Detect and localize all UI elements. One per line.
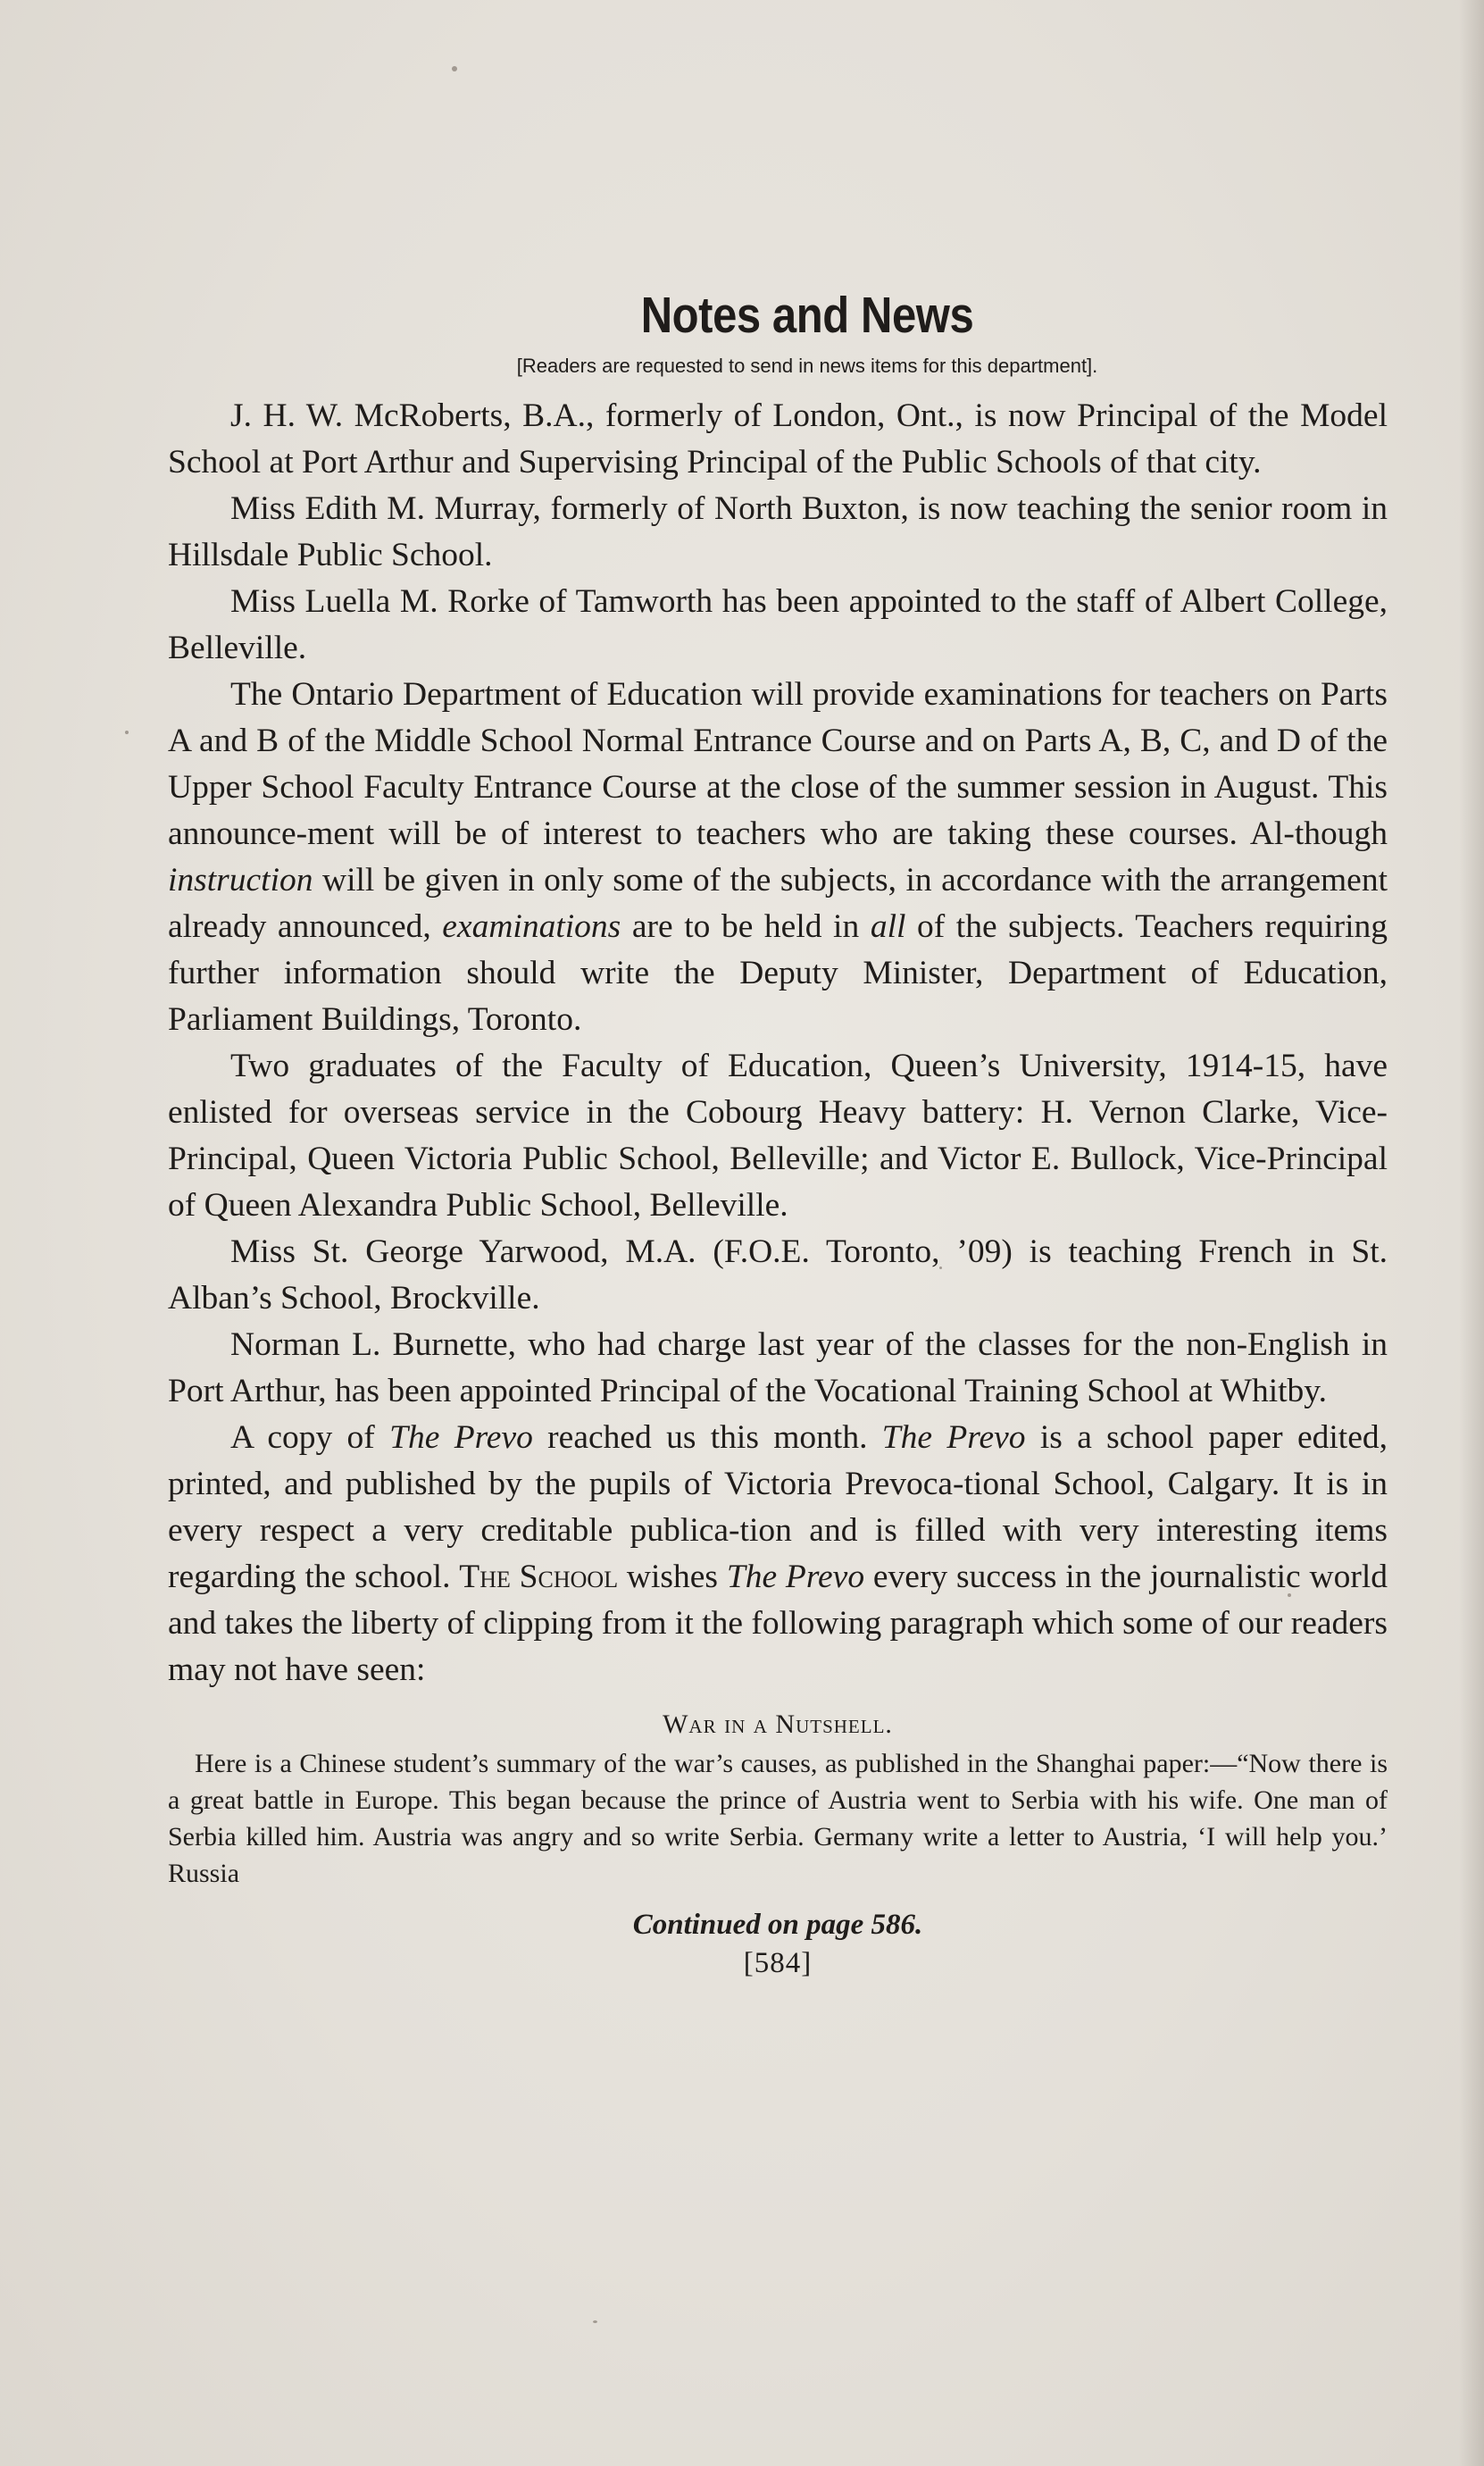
- emphasis: The Prevo: [726, 1559, 865, 1595]
- text-run: is a school paper edited, printed, and published by the pupils of Victoria Prevoca-tional School, Calgary. It is in every respect a very creditable publica-tion and is filled with very interesting items regarding the school.: [168, 1419, 1388, 1595]
- news-item: Miss St. George Yarwood, M.A. (F.O.E. Toronto, ’09) is teaching French in St. Alban’s School, Brockville.: [168, 1233, 1388, 1317]
- news-item: J. H. W. McRoberts, B.A., formerly of London, Ont., is now Principal of the Model School at Port Arthur and Supervising Principal of the Public Schools of that city.: [168, 397, 1388, 481]
- quote-heading: War in a Nutshell.: [663, 1709, 893, 1739]
- text-run: A copy of: [230, 1419, 390, 1456]
- text-run: will be given in only some of the subjects, in accordance with the arrangement already announced,: [168, 862, 1388, 945]
- text-run: every success in the journalistic world and takes the liberty of clipping from it the following paragraph which some of our readers may not have seen:: [168, 1559, 1388, 1688]
- text-run: reached us this month.: [532, 1419, 882, 1456]
- page-number: [584]: [743, 1947, 813, 1979]
- emphasis: instruction: [168, 862, 313, 899]
- editor-note: [Readers are requested to send in news items for this department].: [516, 355, 1098, 377]
- news-item: Norman L. Burnette, who had charge last year of the classes for the non-English in Port Arthur, has been appointed Principal of the Vocational Training School at Whitby.: [168, 1326, 1388, 1409]
- news-item: Miss Luella M. Rorke of Tamworth has been appointed to the staff of Albert College, Belleville.: [168, 583, 1388, 666]
- emphasis: all: [870, 908, 906, 945]
- text-run: are to be held in: [621, 908, 871, 945]
- small-caps-text: The School: [459, 1559, 619, 1595]
- news-item-prevo: [168, 1415, 1388, 1693]
- paper-speck: [452, 66, 457, 71]
- news-item-examinations: [168, 672, 1388, 1043]
- notes-and-news-article: [168, 284, 1388, 1981]
- news-item: Two graduates of the Faculty of Education, Queen’s University, 1914-15, have enlisted for overseas service in the Cobourg Heavy battery: H. Vernon Clarke, Vice-Principal, Queen Victoria Public School, Belleville; and Victor E. Bullock, Vice-Principal of Queen Alexandra Public School, Belleville.: [168, 1048, 1388, 1224]
- paper-speck: [125, 731, 129, 734]
- emphasis: examinations: [442, 908, 621, 945]
- page-title: Notes and News: [640, 287, 974, 344]
- news-item: Miss Edith M. Murray, formerly of North Buxton, is now teaching the senior room in Hillsdale Public School.: [168, 490, 1388, 573]
- quote-text: Here is a Chinese student’s summary of the war’s causes, as published in the Shanghai paper:—“Now there is a great battle in Europe. This began because the prince of Austria went to Serbia with his wife. One man of Serbia killed him. Austria was angry and so write Serbia. Germany write a letter to Austria, ‘I will help you.’ Russia: [168, 1749, 1388, 1888]
- page-edge-shadow: [1459, 0, 1484, 2466]
- emphasis: The Prevo: [389, 1419, 533, 1456]
- text-run: The Ontario Department of Education will provide examinations for teachers on Parts A and B of the Middle School Normal Entrance Course and on Parts A, B, C, and D of the Upper School Faculty Entrance Course at the close of the summer session in August. This announce-ment will be of interest to teachers who are taking these courses. Al-though: [168, 676, 1388, 852]
- continued-note: Continued on page 586.: [632, 1909, 923, 1941]
- text-run: wishes: [618, 1559, 727, 1595]
- emphasis: The Prevo: [881, 1419, 1026, 1456]
- text-run: of the subjects. Teachers requiring further information should write the Deputy Minister, Department of Education, Parliament Buildings, Toronto.: [168, 908, 1388, 1038]
- paper-speck: [593, 2320, 597, 2323]
